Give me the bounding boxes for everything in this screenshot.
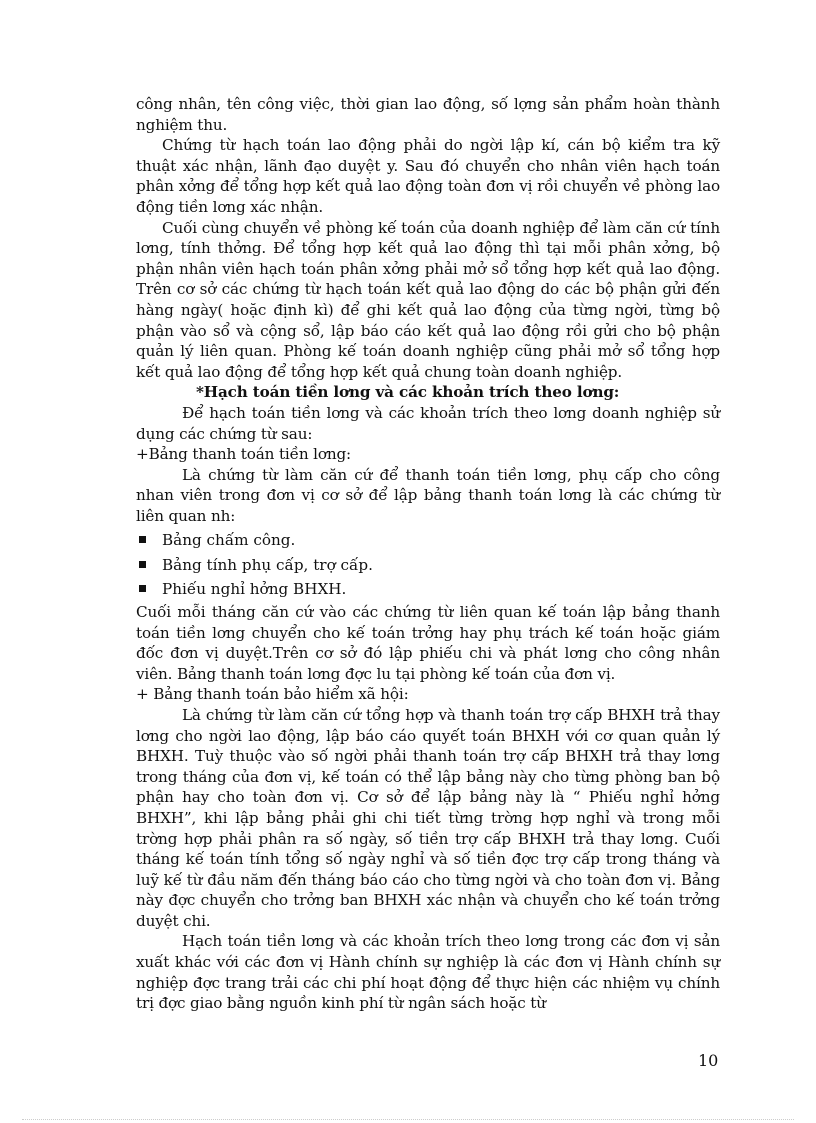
bullet-square-icon: [139, 561, 146, 568]
document-page: [136, 94, 720, 1014]
section-heading: *Hạch toán tiền lơng và các khoản trích theo lơng:: [196, 383, 620, 402]
paragraph-2: Chứng từ hạch toán lao động phải do ngời lập kí, cán bộ kiểm tra kỹ thuật xác nhận, lãnh đạo duyệt y. Sau đó chuyển cho nhân viên hạch toán phân xởng để tổng hợp kết quả lao động toàn đơn vị rồi chuyển về phòng lao động tiền lơng xác nhận.: [136, 136, 720, 216]
paragraph-1: công nhân, tên công việc, thời gian lao động, số lợng sản phẩm hoàn thành nghiệm thu.: [136, 95, 720, 134]
paragraph-7: Là chứng từ làm căn cứ tổng hợp và thanh toán trợ cấp BHXH trả thay lơng cho ngời lao động, lập báo cáo quyết toán BHXH với cơ quan quản lý BHXH. Tuỳ thuộc vào số ngời phải thanh toán trợ cấp BHXH trả thay lơng trong tháng của đơn vị, kế toán có thể lập bảng này cho từng phòng ban bộ phận hay cho toàn đơn vị. Cơ sở để lập bảng này là “ Phiếu nghỉ hởng BHXH”, khi lập bảng phải ghi chi tiết từng trờng hợp nghỉ và trong mỗi trờng hợp phải phân ra số ngày, số tiền trợ cấp BHXH trả thay lơng. Cuối tháng kế toán tính tổng số ngày nghỉ và số tiền đợc trợ cấp trong tháng và luỹ kế từ đầu năm đến tháng báo cáo cho từng ngời và cho toàn đơn vị. Bảng này đợc chuyển cho trởng ban BHXH xác nhận và chuyển cho kế toán trởng duyệt chi.: [136, 705, 720, 930]
paragraph-4: Để hạch toán tiền lơng và các khoản trích theo lơng doanh nghiệp sử dụng các chứng từ sau:: [136, 403, 720, 443]
subheading-salary-table: +Bảng thanh toán tiền lơng:: [136, 445, 351, 464]
page-bottom-divider: [22, 1119, 794, 1120]
paragraph-6: Cuối mỗi tháng căn cứ vào các chứng từ liên quan kế toán lập bảng thanh toán tiền lơng chuyển cho kế toán trởng hay phụ trách kế toán hoặc giám đốc đơn vị duyệt.Trên cơ sở đó lập phiếu chi và phát lơng cho công nhân viên. Bảng thanh toán lơng đợc lu tại phòng kế toán của đơn vị.: [136, 602, 720, 683]
paragraph-3: Cuối cùng chuyển về phòng kế toán của doanh nghiệp để làm căn cứ tính lơng, tính thởng. Để tổng hợp kết quả lao động thì tại mỗi phân xởng, bộ phận nhân viên hạch toán phân xởng phải mở sổ tổng hợp kết quả lao động. Trên cơ sở các chứng từ hạch toán kết quả lao động do các bộ phận gửi đến hàng ngày( hoặc định kì) để ghi kết quả lao động của từng ngời, từng bộ phận vào sổ và cộng sổ, lập báo cáo kết quả lao động rồi gửi cho bộ phận quản lý liên quan. Phòng kế toán doanh nghiệp cũng phải mở sổ tổng hợp kết quả lao động để tổng hợp kết quả chung toàn doanh nghiệp.: [136, 218, 720, 381]
bullet-square-icon: [139, 536, 146, 543]
bullet-square-icon: [139, 585, 146, 592]
bullet-list: [136, 528, 720, 602]
page-number: 10: [698, 1051, 719, 1070]
paragraph-8: Hạch toán tiền lơng và các khoản trích theo lơng trong các đơn vị sản xuất khác với các đơn vị Hành chính sự nghiệp là các đơn vị Hành chính sự nghiệp đợc trang trải các chi phí hoạt động để thực hiện các nhiệm vụ chính trị đợc giao bằng nguồn kinh phí từ ngân sách hoặc từ: [136, 932, 720, 1013]
list-item: Bảng tính phụ cấp, trợ cấp.: [136, 553, 720, 578]
list-item: Bảng chấm công.: [136, 528, 720, 553]
list-item: Phiếu nghỉ hởng BHXH.: [136, 577, 720, 602]
paragraph-5: Là chứng từ làm căn cứ để thanh toán tiền lơng, phụ cấp cho công nhan viên trong đơn vị cơ sở để lập bảng thanh toán lơng là các chứng từ liên quan nh:: [136, 465, 720, 525]
subheading-insurance-table: + Bảng thanh toán bảo hiểm xã hội:: [136, 685, 409, 704]
